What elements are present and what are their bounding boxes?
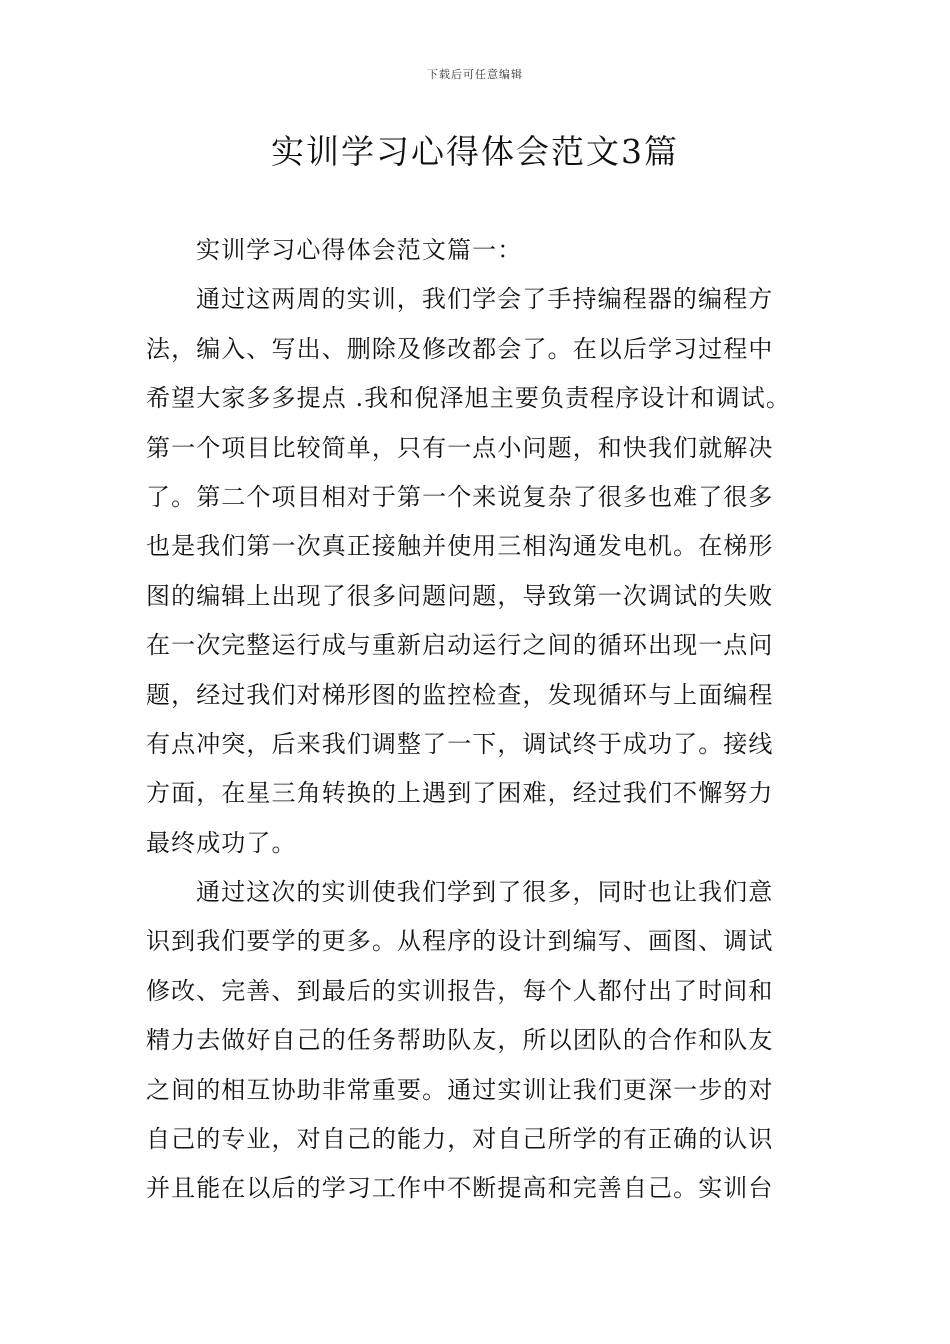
paragraph-line: 方面，在星三角转换的上遇到了困难，经过我们不懈努力 xyxy=(146,779,774,808)
document-title: 实训学习心得体会范文3篇 xyxy=(271,132,679,171)
paragraph-2 xyxy=(146,868,814,1214)
paragraph-line: 通过这两周的实训，我们学会了手持编程器的编程方 xyxy=(196,285,774,314)
section-heading: 实训学习心得体会范文篇一： xyxy=(196,236,523,264)
paragraph-line: 修改、完善、到最后的实训报告，每个人都付出了时间和 xyxy=(146,976,774,1005)
paragraph-line: 法，编入、写出、删除及修改都会了。在以后学习过程中 xyxy=(146,334,774,363)
paragraph-line: 最终成功了。 xyxy=(146,828,297,857)
paragraph-line: 自己的专业，对自己的能力，对自己所学的有正确的认识 xyxy=(146,1125,774,1154)
paragraph-line: 了。第二个项目相对于第一个来说复杂了很多也难了很多 xyxy=(146,482,774,511)
paragraph-line: 之间的相互协助非常重要。通过实训让我们更深一步的对 xyxy=(146,1075,774,1104)
paragraph-line: 有点冲突，后来我们调整了一下，调试终于成功了。接线 xyxy=(146,729,774,758)
paragraph-1 xyxy=(146,275,814,868)
paragraph-line: 题，经过我们对梯形图的监控检查，发现循环与上面编程 xyxy=(146,680,774,709)
paragraph-line: 图的编辑上出现了很多问题问题，导致第一次调试的失败 xyxy=(146,581,774,610)
paragraph-line: 希望大家多多提点 .我和倪泽旭主要负责程序设计和调试。 xyxy=(146,384,791,413)
paragraph-line: 识到我们要学的更多。从程序的设计到编写、画图、调试 xyxy=(146,927,774,956)
paragraph-line: 通过这次的实训使我们学到了很多，同时也让我们意 xyxy=(196,878,774,907)
paragraph-line: 精力去做好自己的任务帮助队友，所以团队的合作和队友 xyxy=(146,1026,774,1055)
paragraph-line: 并且能在以后的学习工作中不断提高和完善自己。实训台 xyxy=(146,1174,774,1203)
paragraph-line: 第一个项目比较简单，只有一点小问题，和快我们就解决 xyxy=(146,433,774,462)
paragraph-line: 也是我们第一次真正接触并使用三相沟通发电机。在梯形 xyxy=(146,532,774,561)
header-note: 下载后可任意编辑 xyxy=(427,68,523,81)
paragraph-line: 在一次完整运行成与重新启动运行之间的循环出现一点问 xyxy=(146,631,774,660)
document-body xyxy=(146,226,814,1214)
